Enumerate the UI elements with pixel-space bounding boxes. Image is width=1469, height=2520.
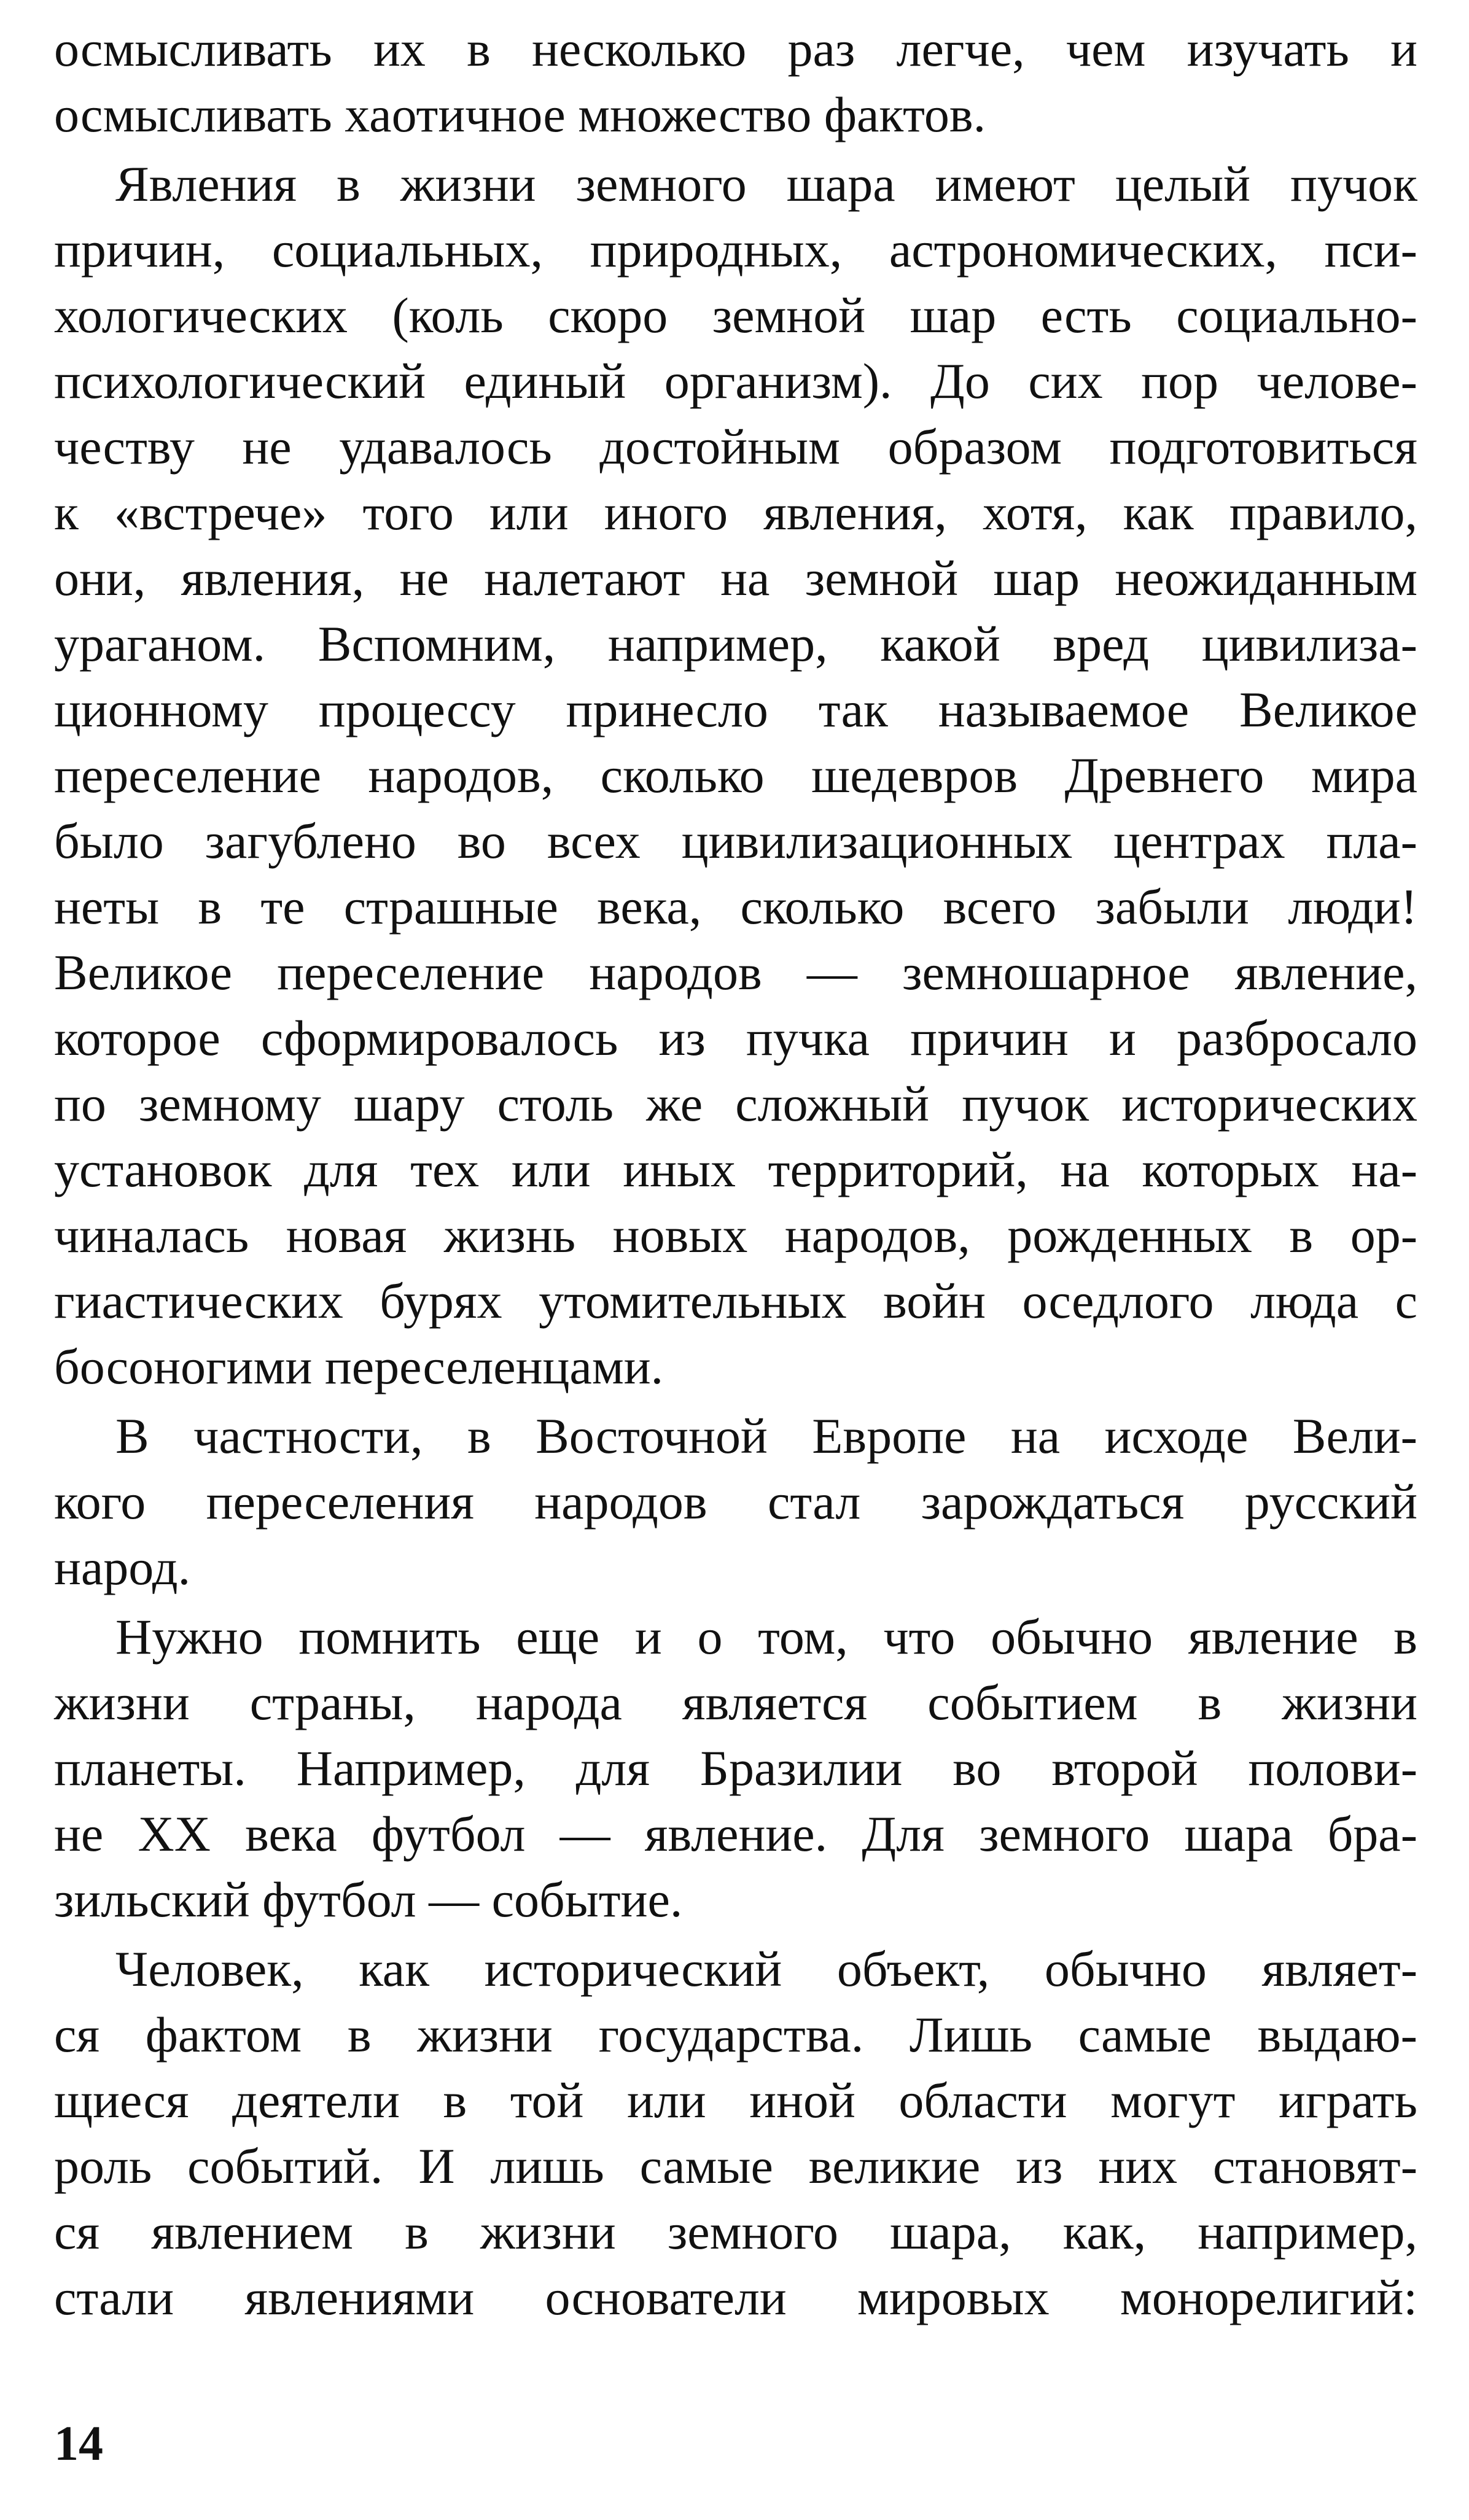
text-line: они, явления, не налетают на земной шар неожиданным — [54, 550, 1417, 606]
text-line: неты в те страшные века, сколько всего забыли люди! — [54, 879, 1417, 935]
text-line: осмысливать их в несколько раз легче, чем изучать и — [54, 21, 1417, 77]
text-line: хологических (коль скоро земной шар есть социально- — [54, 287, 1417, 343]
text-line: роль событий. И лишь самые великие из них становят- — [54, 2138, 1417, 2194]
text-line: гиастических бурях утомительных войн оседлого люда с — [54, 1273, 1417, 1329]
text-line: В частности, в Восточной Европе на исходе Вели- — [115, 1408, 1417, 1464]
text-line: кого переселения народов стал зарождаться русский — [54, 1474, 1417, 1530]
text-line: ся явлением в жизни земного шара, как, например, — [54, 2204, 1417, 2260]
text-line: чиналась новая жизнь новых народов, рожденных в ор- — [54, 1207, 1417, 1263]
text-line: психологический единый организм). До сих пор челове- — [54, 353, 1417, 409]
text-line: Явления в жизни земного шара имеют целый пучок — [115, 156, 1417, 212]
text-line: Человек, как исторический объект, обычно являет- — [115, 1941, 1417, 1997]
text-line: народ. — [54, 1539, 191, 1595]
text-line: которое сформировалось из пучка причин и разбросало — [54, 1010, 1417, 1066]
text-line: было загублено во всех цивилизационных центрах пла- — [54, 813, 1417, 869]
paragraph-2 — [54, 151, 1417, 1399]
paragraph-4 — [54, 1604, 1417, 1932]
text-line: ураганом. Вспомним, например, какой вред цивилиза- — [54, 616, 1417, 672]
page-number: 14 — [54, 2417, 103, 2471]
body-text — [54, 16, 1417, 2334]
paragraph-5 — [54, 1936, 1417, 2330]
text-line: переселение народов, сколько шедевров Древнего мира — [54, 747, 1417, 803]
text-line: к «встрече» того или иного явления, хотя, как правило, — [54, 484, 1417, 540]
text-line: установок для тех или иных территорий, на которых на- — [54, 1141, 1417, 1197]
text-line: зильский футбол — событие. — [54, 1872, 683, 1927]
paragraph-1 — [54, 16, 1417, 147]
text-line: ся фактом в жизни государства. Лишь самые выдаю- — [54, 2007, 1417, 2063]
text-line: осмысливать хаотичное множество фактов. — [54, 87, 986, 142]
paragraph-3 — [54, 1403, 1417, 1600]
text-line: Великое переселение народов — земношарное явление, — [54, 944, 1417, 1000]
text-line: по земному шару столь же сложный пучок исторических — [54, 1076, 1417, 1132]
text-line: не XX века футбол — явление. Для земного шара бра- — [54, 1806, 1417, 1862]
text-line: жизни страны, народа является событием в жизни — [54, 1674, 1417, 1730]
text-line: планеты. Например, для Бразилии во второй полови- — [54, 1740, 1417, 1796]
text-line: Нужно помнить еще и о том, что обычно явление в — [115, 1609, 1417, 1665]
text-line: стали явлениями основатели мировых монорелигий: — [54, 2269, 1417, 2325]
text-line: ционному процессу принесло так называемое Великое — [54, 682, 1417, 737]
text-line: честву не удавалось достойным образом подготовиться — [54, 419, 1417, 475]
text-line: причин, социальных, природных, астрономических, пси- — [54, 222, 1417, 278]
text-line: босоногими переселенцами. — [54, 1339, 664, 1394]
text-line: щиеся деятели в той или иной области могут играть — [54, 2072, 1417, 2128]
